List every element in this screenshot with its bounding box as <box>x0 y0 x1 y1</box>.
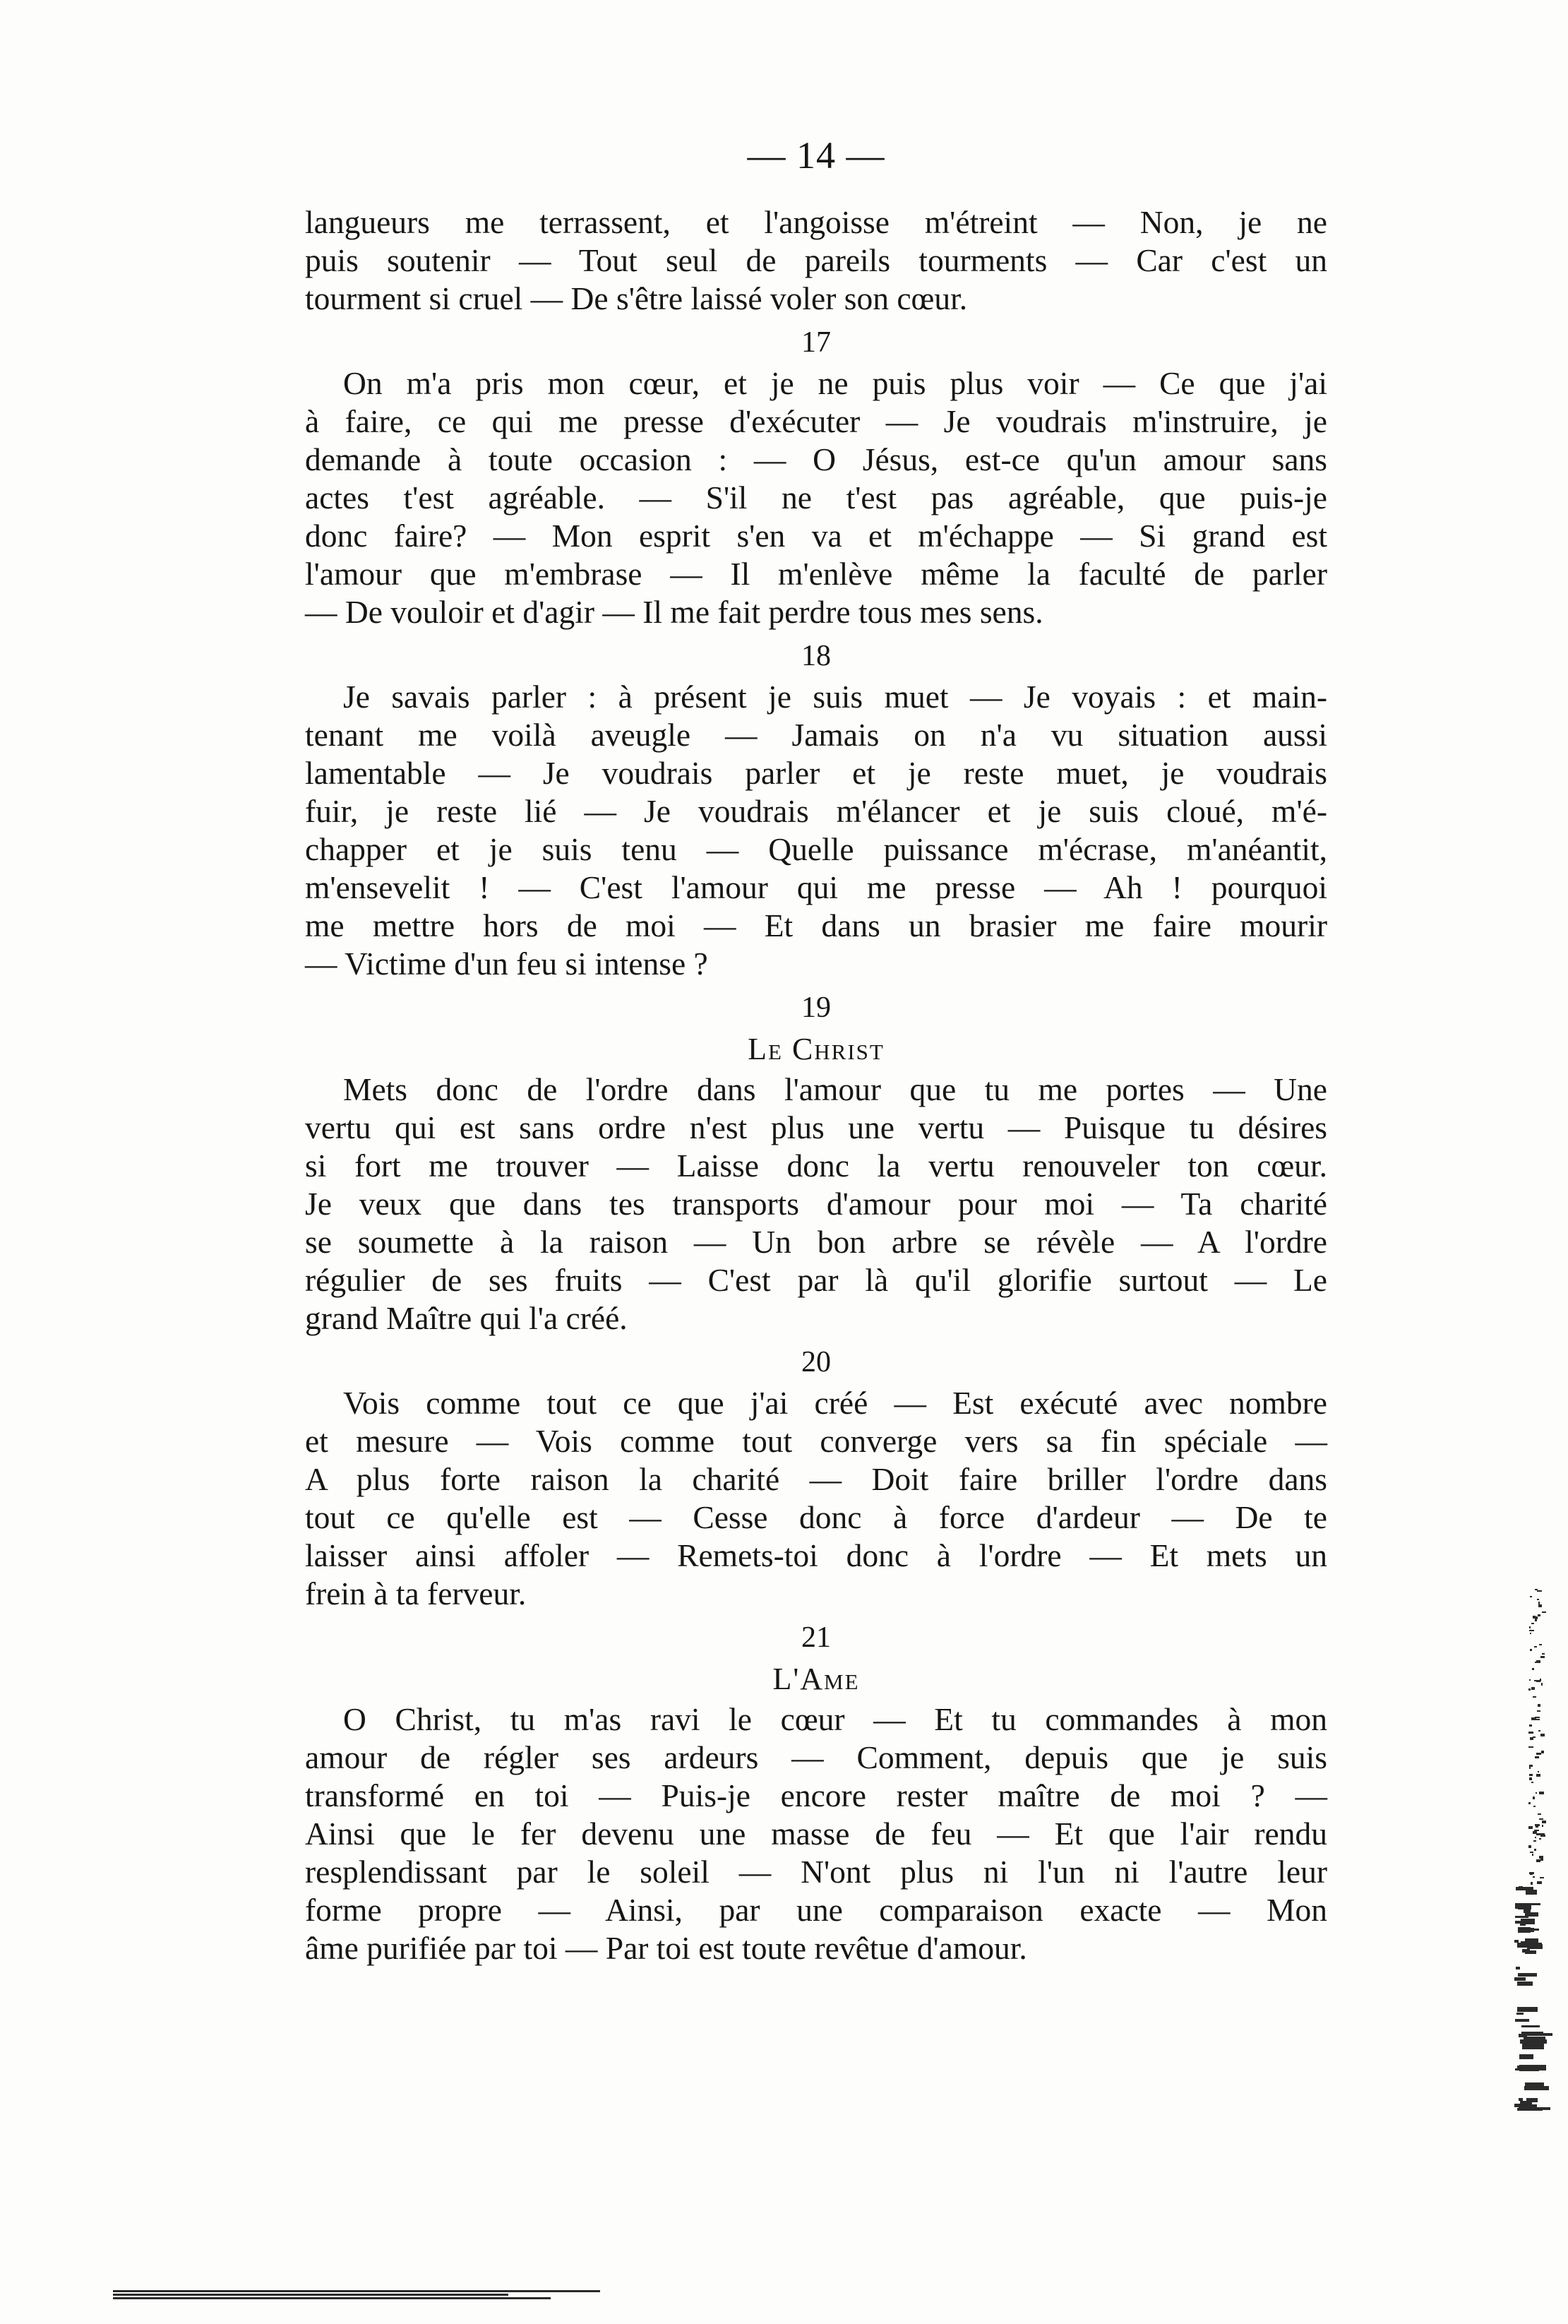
text-line: chapper et je suis tenu — Quelle puissance m'écrase, m'anéantit, <box>305 831 1327 867</box>
section-speaker: L'Ame <box>772 1662 860 1696</box>
scan-mark <box>1518 1973 1537 1977</box>
scan-mark <box>1535 1756 1539 1758</box>
scan-mark <box>1539 1644 1542 1645</box>
section-number: 19 <box>801 991 831 1024</box>
text-line: langueurs me terrassent, et l'angoisse m'étreint — Non, je ne <box>305 204 1327 240</box>
scan-mark <box>1533 1831 1537 1834</box>
scan-mark <box>1521 1919 1535 1924</box>
section <box>305 989 1327 1337</box>
scan-mark <box>1540 1734 1545 1736</box>
scan-mark <box>1521 2025 1540 2027</box>
scan-mark <box>1542 1821 1546 1823</box>
scan-mark <box>1526 1890 1537 1895</box>
page-edge-marks <box>1514 1589 1557 2140</box>
scan-mark <box>1536 1774 1540 1777</box>
section-number: 21 <box>801 1621 831 1654</box>
scan-mark <box>1536 1825 1538 1828</box>
scan-mark <box>1519 2054 1533 2059</box>
section-number: 17 <box>801 326 831 359</box>
sections-container <box>305 203 1327 1967</box>
scan-mark <box>1525 1950 1536 1954</box>
scan-mark <box>1538 1771 1539 1772</box>
scan-mark <box>1533 1840 1536 1842</box>
scan-mark <box>1521 1903 1540 1905</box>
scan-mark <box>1537 1590 1542 1592</box>
scan-mark <box>1528 1802 1531 1804</box>
text-line: transformé en toi — Puis-je encore rester maître de moi ? — <box>305 1777 1327 1813</box>
section <box>305 1343 1327 1613</box>
text-line: se soumette à la raison — Un bon arbre se révèle — A l'ordre <box>305 1224 1327 1260</box>
scan-mark <box>1529 1630 1534 1631</box>
scan-mark <box>1534 1830 1539 1831</box>
text-line: amour de régler ses ardeurs — Comment, depuis que je suis <box>305 1739 1327 1775</box>
scan-mark <box>1542 1825 1543 1827</box>
text-line: — De vouloir et d'agir — Il me fait perdre tous mes sens. <box>305 594 1043 630</box>
text-line: vertu qui est sans ordre n'est plus une vertu — Puisque tu désires <box>305 1109 1327 1145</box>
scan-mark <box>1529 1724 1532 1727</box>
paragraph <box>305 364 1327 631</box>
scan-mark <box>1533 1796 1535 1799</box>
scan-mark <box>1517 1982 1533 1986</box>
scan-mark <box>1528 1688 1531 1691</box>
scan-mark <box>1515 1916 1528 1918</box>
page-number: — 14 — <box>747 134 885 177</box>
scan-mark <box>1519 2066 1539 2071</box>
text-line: laisser ainsi affoler — Remets-toi donc à l'ordre — Et mets un <box>305 1537 1327 1573</box>
section <box>305 637 1327 983</box>
scan-mark <box>1536 1792 1537 1794</box>
scan-mark <box>1536 1859 1540 1862</box>
scan-mark <box>1540 1835 1545 1837</box>
scan-mark <box>1537 1710 1540 1712</box>
scan-mark <box>1534 1646 1537 1647</box>
scan-mark <box>1534 1849 1536 1851</box>
scan-mark <box>1527 1944 1543 1949</box>
text-line: On m'a pris mon cœur, et je ne puis plus voir — Ce que j'ai <box>343 365 1327 401</box>
scan-mark <box>1540 1877 1544 1878</box>
text-line: resplendissant par le soleil — N'ont plus ni l'un ni l'autre leur <box>305 1854 1327 1890</box>
bottom-rule <box>113 2290 607 2299</box>
scan-mark <box>1535 1619 1537 1621</box>
scan-mark <box>1540 1657 1545 1658</box>
scan-mark <box>1517 2108 1543 2111</box>
scan-mark <box>1539 1792 1544 1794</box>
text-line: si fort me trouver — Laisse donc la vertu renouveler ton cœur. <box>305 1148 1327 1184</box>
scan-mark <box>1514 1977 1526 1981</box>
scan-mark <box>1529 1765 1533 1767</box>
scan-mark <box>1542 1611 1546 1613</box>
scan-mark <box>1539 1838 1541 1840</box>
text-line: m'ensevelit ! — C'est l'amour qui me presse — Ah ! pourquoi <box>305 869 1327 905</box>
text-line: et mesure — Vois comme tout converge vers sa fin spéciale — <box>305 1423 1327 1459</box>
scan-mark <box>1536 1719 1540 1720</box>
scan-mark <box>1538 1813 1541 1815</box>
text-line: actes t'est agréable. — S'il ne t'est pas agréable, que puis-je <box>305 479 1327 516</box>
text-line: tout ce qu'elle est — Cesse donc à force d'ardeur — De te <box>305 1499 1327 1535</box>
scan-mark <box>1526 2098 1538 2102</box>
section-number: 18 <box>801 640 831 672</box>
scan-mark <box>1531 1782 1533 1783</box>
scan-mark <box>1539 1818 1543 1820</box>
scan-mark <box>1516 1967 1520 1970</box>
scan-mark <box>1533 1616 1536 1619</box>
scan-mark <box>1529 1872 1534 1874</box>
paragraph <box>305 203 1327 318</box>
scan-mark <box>1516 2013 1524 2015</box>
scan-mark <box>1528 1826 1532 1829</box>
scan-mark <box>1530 1633 1531 1634</box>
text-line: A plus forte raison la charité — Doit faire briller l'ordre dans <box>305 1461 1327 1497</box>
scan-mark <box>1538 1604 1542 1607</box>
scan-mark <box>1517 2007 1538 2012</box>
scan-mark <box>1525 2033 1552 2036</box>
scan-mark <box>1528 1732 1533 1734</box>
scan-mark <box>1532 1854 1533 1856</box>
scan-mark <box>1541 1683 1543 1686</box>
text-line: demande à toute occasion : — O Jésus, est-ce qu'un amour sans <box>305 441 1327 477</box>
scan-mark <box>1519 2098 1523 2101</box>
section-speaker: Le Christ <box>748 1032 885 1066</box>
scan-mark <box>1532 1668 1534 1670</box>
scan-mark <box>1535 1837 1536 1838</box>
scan-mark <box>1524 1942 1531 1945</box>
scan-mark <box>1515 2019 1529 2022</box>
text-line: à faire, ce qui me presse d'exécuter — Je voudrais m'instruire, je <box>305 403 1327 439</box>
scan-mark <box>1538 1704 1540 1707</box>
scan-mark <box>1536 1680 1540 1682</box>
text-line: O Christ, tu m'as ravi le cœur — Et tu commandes à mon <box>343 1701 1327 1737</box>
scan-mark <box>1541 1751 1544 1753</box>
scan-mark <box>1538 1730 1540 1732</box>
text-line: me mettre hors de moi — Et dans un brasier me faire mourir <box>305 907 1327 943</box>
scan-mark <box>1531 1882 1533 1885</box>
scan-mark <box>1530 1852 1533 1853</box>
scan-mark <box>1531 1687 1535 1690</box>
scan-mark <box>1529 1774 1533 1776</box>
scan-mark <box>1531 1717 1536 1720</box>
scan-mark <box>1536 1753 1541 1755</box>
scan-mark <box>1538 1660 1540 1663</box>
scan-mark <box>1533 1696 1536 1698</box>
scan-mark <box>1528 1845 1531 1848</box>
scan-mark <box>1531 1623 1534 1624</box>
paragraph <box>305 1071 1327 1337</box>
scan-mark <box>1527 1928 1534 1932</box>
scan-mark <box>1529 1777 1532 1780</box>
text-line: Ainsi que le fer devenu une masse de feu — Et que l'air rendu <box>305 1816 1327 1852</box>
text-line: — Victime d'un feu si intense ? <box>305 946 708 982</box>
scan-mark <box>1530 1596 1532 1597</box>
text-line: l'amour que m'embrase — Il m'enlève même la faculté de parler <box>305 556 1327 592</box>
text-line: Mets donc de l'ordre dans l'amour que tu me portes — Une <box>343 1071 1327 1107</box>
text-line: puis soutenir — Tout seul de pareils tourments — Car c'est un <box>305 242 1327 278</box>
scan-mark <box>1525 2082 1544 2087</box>
section <box>305 1619 1327 1967</box>
text-line: régulier de ses fruits — C'est par là qu'il glorifie surtout — Le <box>305 1262 1327 1298</box>
scan-mark <box>1522 2044 1544 2049</box>
paragraph <box>305 678 1327 983</box>
text-line: tenant me voilà aveugle — Jamais on n'a vu situation aussi <box>305 717 1327 753</box>
text-line: Je savais parler : à présent je suis muet — Je voyais : et main- <box>343 679 1327 715</box>
paragraph <box>305 1384 1327 1613</box>
text-line: frein à ta ferveur. <box>305 1575 527 1611</box>
text-line: tourment si cruel — De s'être laissé voler son cœur. <box>305 280 968 316</box>
scan-mark <box>1537 1881 1542 1884</box>
paragraph <box>305 1700 1327 1967</box>
text-line: âme purifiée par toi — Par toi est toute revêtue d'amour. <box>305 1930 1027 1966</box>
scan-mark <box>1530 1649 1532 1651</box>
section <box>305 323 1327 631</box>
scan-mark <box>1529 1626 1531 1628</box>
scan-mark <box>1540 1858 1543 1861</box>
text-line: Vois comme tout ce que j'ai créé — Est exécuté avec nombre <box>343 1385 1327 1421</box>
text-block <box>305 134 1327 1967</box>
scan-mark <box>1537 1599 1539 1600</box>
text-line: fuir, je reste lié — Je voudrais m'élancer et je suis cloué, m'é- <box>305 793 1327 829</box>
text-line: forme propre — Ainsi, par une comparaison exacte — Mon <box>305 1892 1327 1928</box>
scan-mark <box>1533 1876 1535 1878</box>
scan-mark <box>1541 1833 1545 1835</box>
scan-mark <box>1529 1679 1531 1681</box>
text-line: Je veux que dans tes transports d'amour pour moi — Ta charité <box>305 1186 1327 1222</box>
section-number: 20 <box>801 1346 831 1378</box>
scan-mark <box>1542 1653 1545 1655</box>
scan-mark <box>1514 1940 1519 1943</box>
text-line: grand Maître qui l'a créé. <box>305 1300 628 1336</box>
scan-mark <box>1528 1746 1533 1748</box>
scan-mark <box>1524 1908 1531 1913</box>
section <box>305 203 1327 318</box>
scan-mark <box>1520 2039 1547 2044</box>
text-line: donc faire? — Mon esprit s'en va et m'échappe — Si grand est <box>305 518 1327 554</box>
scan-mark <box>1533 1806 1536 1807</box>
text-line: lamentable — Je voudrais parler et je reste muet, je voudrais <box>305 755 1327 791</box>
scan-mark <box>1538 1614 1540 1616</box>
scan-mark <box>1530 1737 1533 1740</box>
